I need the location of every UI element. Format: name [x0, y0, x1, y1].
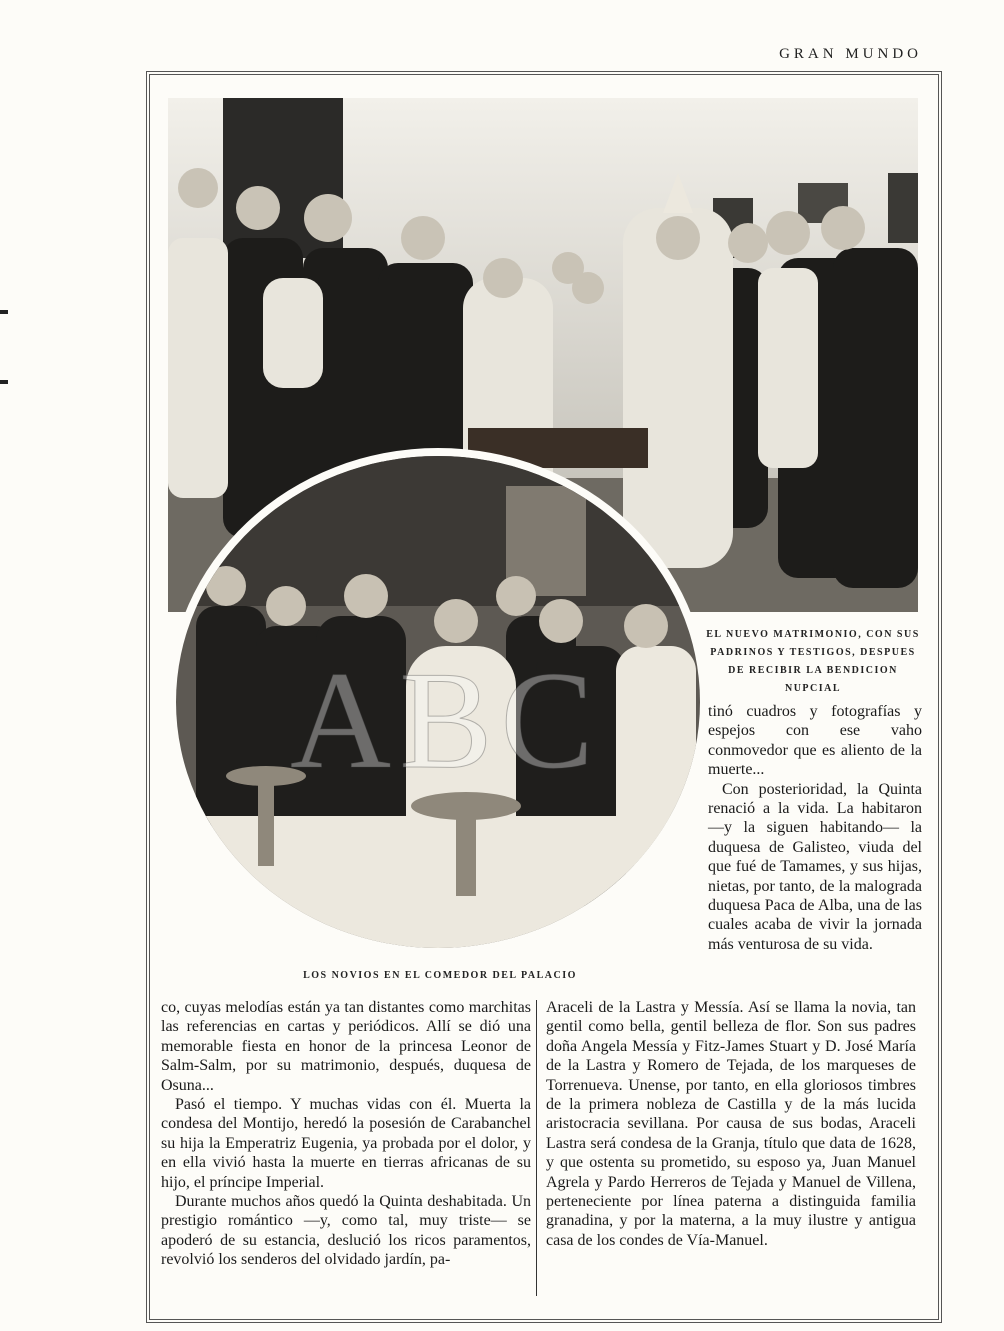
dining-room-photo — [168, 448, 708, 956]
side-column — [708, 702, 922, 954]
right-column — [546, 998, 916, 1250]
left-column — [161, 998, 531, 1270]
page-header: GRAN MUNDO — [779, 46, 922, 62]
circle-photo-caption: LOS NOVIOS EN EL COMEDOR DEL PALACIO — [303, 970, 577, 981]
margin-mark — [0, 380, 8, 384]
paragraph: Durante muchos años quedó la Quinta deshabitada. Un prestigio romántico —y, como tal, muy triste— se apoderó de su estancia, deslució los ricos paramentos, revolvió los senderos del olvidado jardín, pa- — [161, 1193, 531, 1269]
column-divider — [536, 1000, 537, 1296]
dining-room-illustration — [176, 456, 700, 948]
paragraph: co, cuyas melodías están ya tan distantes como marchitas las referencias en cartas y periódicos. Allí se dió una memorable fiesta en honor de la princesa Leonor de Salm-Salm, por su matrimonio, después, duquesa de Osuna... — [161, 999, 531, 1094]
top-photo-caption: EL NUEVO MATRIMONIO, CON SUS PADRINOS Y TESTIGOS, DESPUES DE RECIBIR LA BENDICION NUPCIAL — [706, 629, 920, 694]
margin-mark — [0, 310, 8, 314]
paragraph: Araceli de la Lastra y Messía. Así se llama la novia, tan gentil como bella, gentil belleza de flor. Son sus padres doña Angela Messía y Fitz-James Stuart y D. José María de la Lastra y Romero de Tejada, de los marqueses de Torrenueva. Unense, por tanto, en ella gloriosos timbres de la primera nobleza de Castilla y de la más lucida aristocracia sevillana. Por causa de sus bodas, Araceli Lastra será condesa de la Granja, título que data de 1628, y que ostenta su prometido, su esposo ya, Juan Manuel Agrela y Pardo Herreros de Tejada y Manuel de Villena, perteneciente por línea paterna a distinguida familia granadina, y por la materna, a la muy ilustre y antigua casa de los condes de Vía-Manuel. — [546, 999, 916, 1249]
paragraph: Con posterioridad, la Quinta renació a la vida. La habitaron —y la siguen habitando— la duquesa de Galisteo, viuda del que fué de Tamames, y sus hijas, nietas, por tanto, de la malograda duquesa Paca de Alba, una de las cuales acaba de vivir la jornada más venturosa de su vida. — [708, 780, 922, 953]
paragraph: Pasó el tiempo. Y muchas vidas con él. Muerta la condesa del Montijo, heredó la posesión de Carabanchel su hija la Emperatriz Eugenia, ya probada por el dolor, y en ella vivió hasta la muerte en tierras africanas de su hijo, el príncipe Imperial. — [161, 1096, 531, 1191]
watermark: ABC — [290, 643, 602, 798]
paragraph: tinó cuadros y fotografías y espejos con ese vaho conmovedor que es aliento de la muerte... — [708, 703, 922, 779]
